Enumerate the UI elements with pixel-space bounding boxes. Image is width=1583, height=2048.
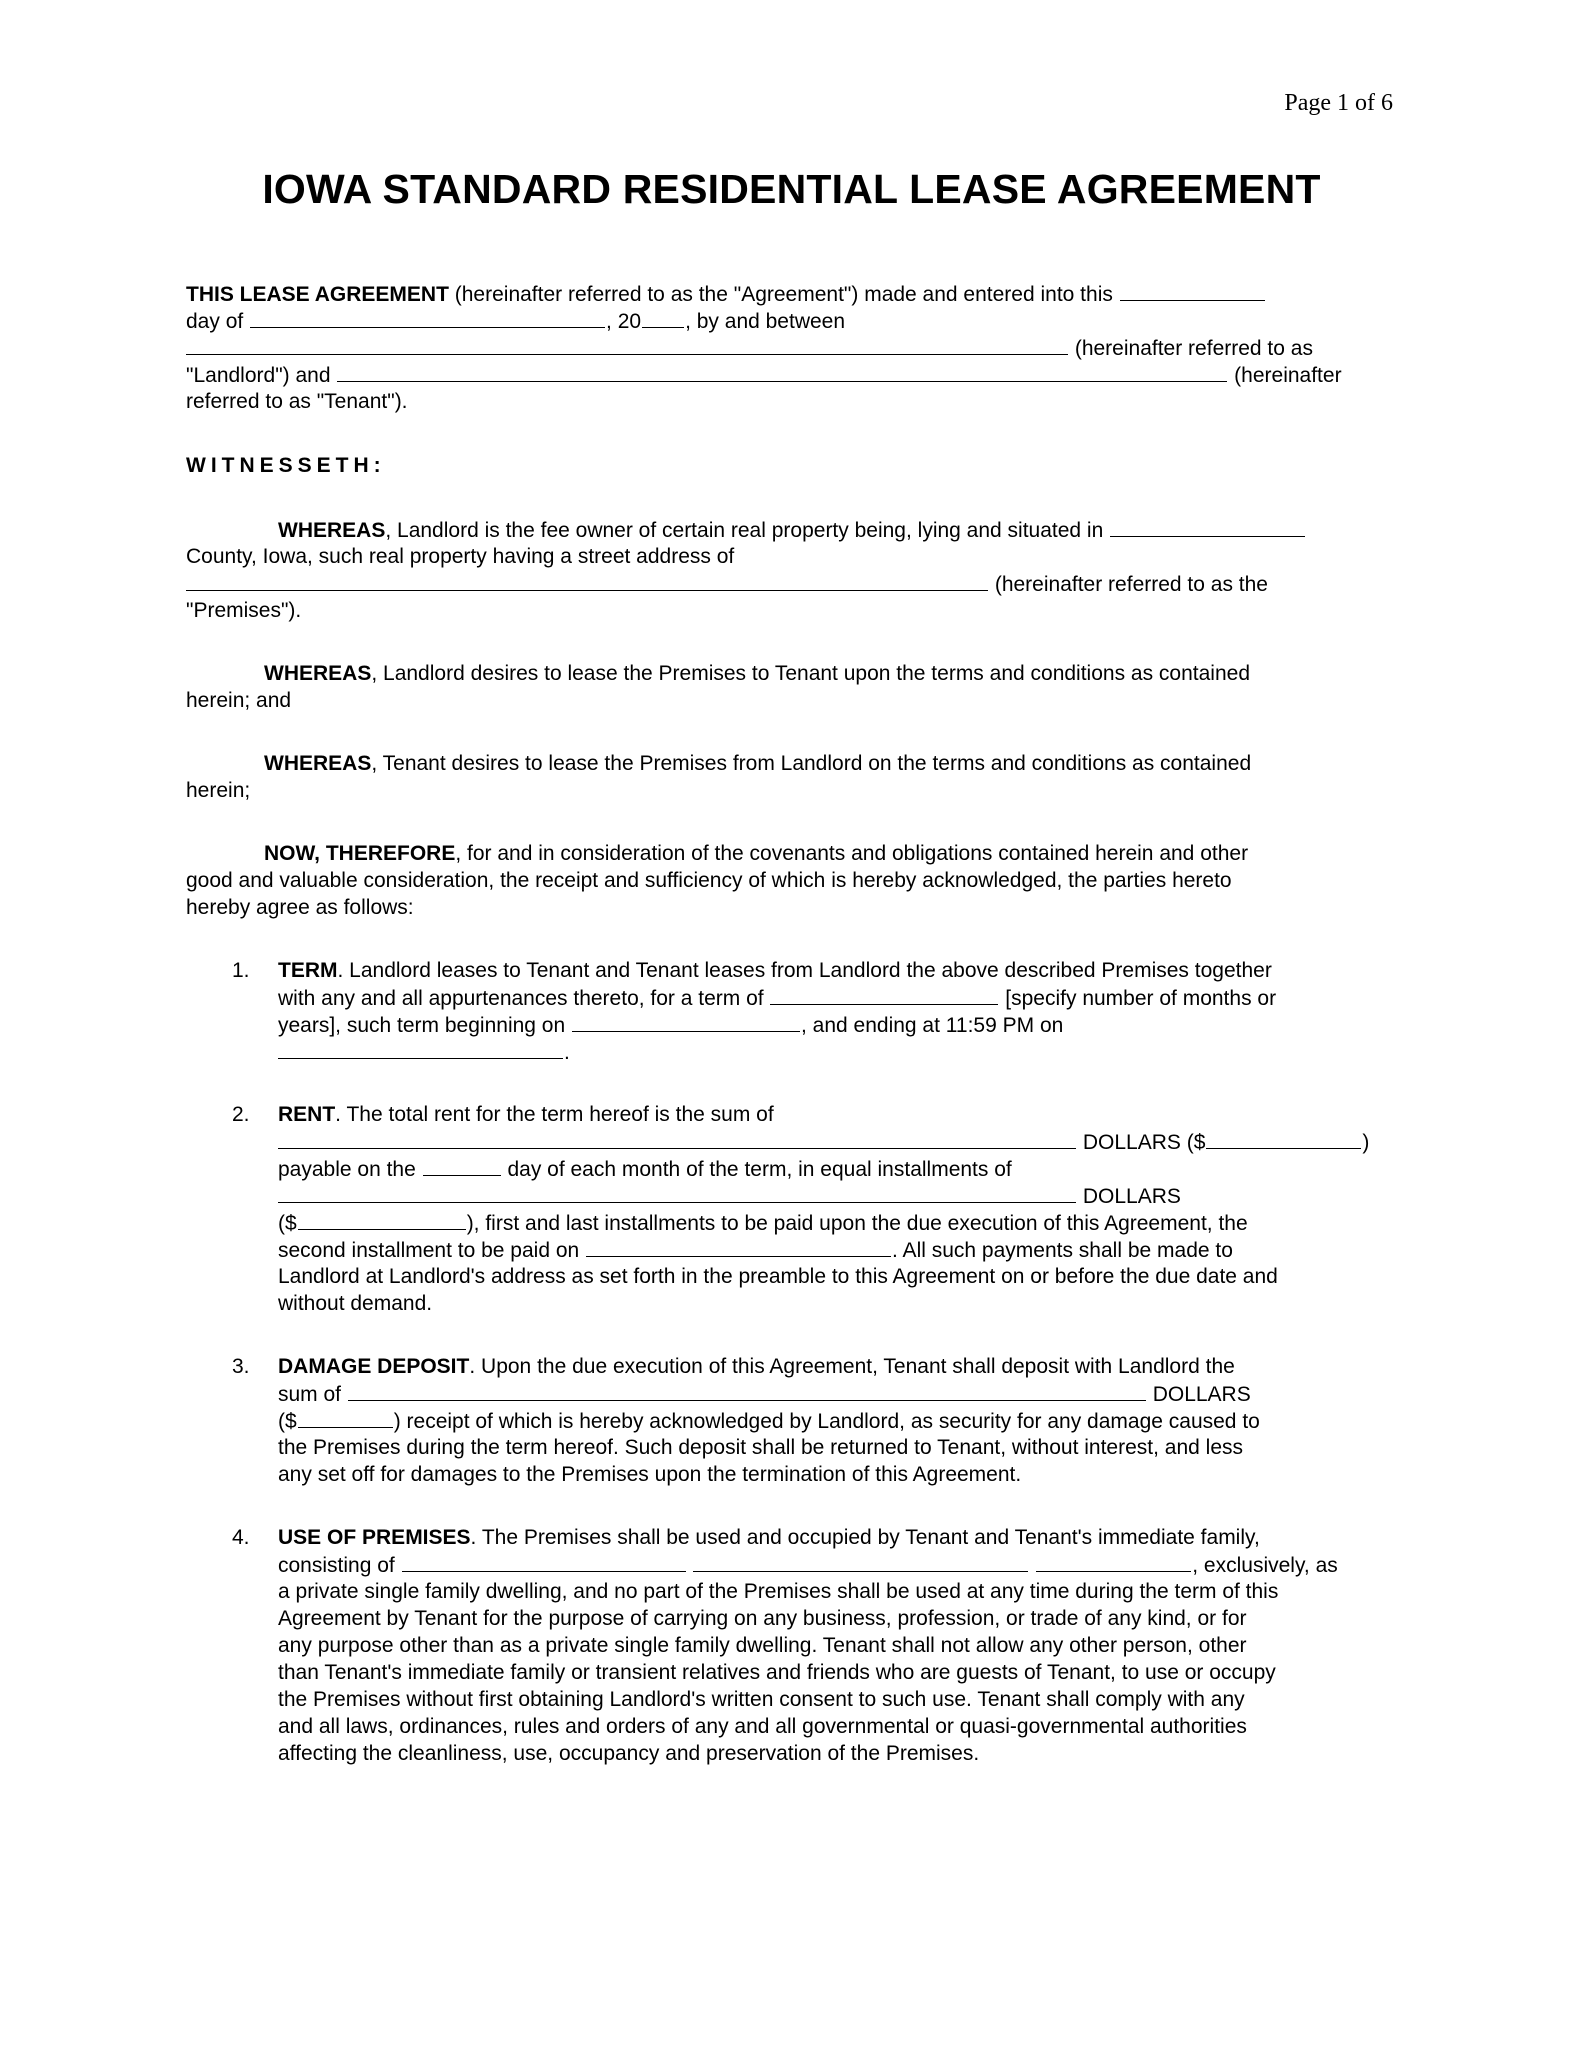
payment-day-blank[interactable]: [423, 1155, 501, 1176]
section-text: consisting of: [278, 1554, 401, 1577]
section-heading: TERM: [278, 959, 338, 982]
family-member-blank-1[interactable]: [402, 1551, 686, 1572]
section-number: 2.: [232, 1103, 250, 1126]
section-term: [186, 957, 1396, 1065]
section-text: Landlord at Landlord's address as set forth in the preamble to this Agreement on or before the due date and: [278, 1265, 1278, 1288]
section-text: [specify number of months or: [999, 987, 1277, 1010]
section-number: 1.: [232, 959, 250, 982]
section-text: . All such payments shall be made to: [892, 1239, 1233, 1262]
section-text: years], such term beginning on: [278, 1014, 571, 1037]
section-damage-deposit: [186, 1353, 1396, 1488]
whereas-text: herein;: [186, 779, 251, 802]
section-text: affecting the cleanliness, use, occupancy and preservation of the Premises.: [278, 1742, 980, 1765]
section-text: . The total rent for the term hereof is the sum of: [335, 1103, 774, 1126]
county-blank[interactable]: [1110, 516, 1305, 537]
section-text: , exclusively, as: [1192, 1554, 1338, 1577]
section-text: second installment to be paid on: [278, 1239, 586, 1262]
whereas-text: "Premises").: [186, 599, 302, 622]
second-installment-date-blank[interactable]: [586, 1236, 891, 1257]
intro-text: , by and between: [685, 310, 846, 333]
term-length-blank[interactable]: [770, 984, 998, 1005]
whereas-text: herein; and: [186, 689, 292, 712]
landlord-name-blank[interactable]: [186, 334, 1068, 355]
section-text: a private single family dwelling, and no part of the Premises shall be used at any time during the term of this: [278, 1580, 1279, 1603]
intro-text: (hereinafter referred to as the "Agreement") made and entered into this: [448, 283, 1119, 306]
page-number: Page 1 of 6: [1284, 90, 1393, 116]
whereas-paragraph-2: [186, 660, 1396, 714]
now-therefore-paragraph: [186, 840, 1396, 921]
document-title: IOWA STANDARD RESIDENTIAL LEASE AGREEMENT: [262, 166, 1321, 212]
intro-text: "Landlord") and: [186, 364, 337, 387]
section-text: any set off for damages to the Premises upon the termination of this Agreement.: [278, 1463, 1022, 1486]
section-text: DOLLARS: [1146, 1383, 1251, 1406]
section-text: . Landlord leases to Tenant and Tenant leases from Landlord the above described Premises together: [337, 959, 1272, 982]
section-use-of-premises: [186, 1524, 1396, 1767]
whereas-paragraph-1: [186, 516, 1396, 624]
whereas-text: , Landlord is the fee owner of certain real property being, lying and situated in: [385, 519, 1110, 542]
section-text: with any and all appurtenances thereto, for a term of: [278, 987, 770, 1010]
section-text: without demand.: [278, 1292, 433, 1315]
section-text: day of each month of the term, in equal installments of: [501, 1158, 1012, 1181]
section-text: ) receipt of which is hereby acknowledged by Landlord, as security for any damage caused to: [393, 1410, 1260, 1433]
section-heading: USE OF PREMISES: [278, 1526, 471, 1549]
section-rent: [186, 1101, 1396, 1317]
intro-text: , 20: [606, 310, 642, 333]
paragraph-text: hereby agree as follows:: [186, 896, 414, 919]
whereas-text: (hereinafter referred to as the: [989, 573, 1268, 596]
section-number: 4.: [232, 1526, 250, 1549]
section-text: payable on the: [278, 1158, 422, 1181]
intro-text: (hereinafter: [1228, 364, 1342, 387]
section-text: . Upon the due execution of this Agreement, Tenant shall deposit with Landlord the: [469, 1355, 1235, 1378]
section-text: DOLLARS ($: [1077, 1131, 1206, 1154]
document-body: [186, 280, 1396, 1767]
section-text: and all laws, ordinances, rules and orders of any and all governmental or quasi-governmental authorities: [278, 1715, 1247, 1738]
agreement-day-blank[interactable]: [1120, 280, 1265, 301]
section-heading: DAMAGE DEPOSIT: [278, 1355, 470, 1378]
section-text: , and ending at 11:59 PM on: [801, 1014, 1064, 1037]
now-therefore-bold: NOW, THEREFORE: [264, 842, 456, 865]
section-text: the Premises during the term hereof. Such deposit shall be returned to Tenant, without interest, and less: [278, 1436, 1243, 1459]
installment-amount-blank[interactable]: [298, 1209, 466, 1230]
agreement-year-blank[interactable]: [642, 307, 684, 328]
whereas-bold: WHEREAS: [264, 752, 372, 775]
section-text: ): [1362, 1131, 1370, 1154]
intro-paragraph: [186, 280, 1396, 415]
deposit-words-blank[interactable]: [348, 1380, 1146, 1401]
whereas-bold: WHEREAS: [264, 662, 372, 685]
total-rent-words-blank[interactable]: [278, 1128, 1076, 1149]
intro-text: day of: [186, 310, 250, 333]
section-text: sum of: [278, 1383, 347, 1406]
section-text: DOLLARS: [1077, 1185, 1181, 1208]
section-number: 3.: [232, 1355, 250, 1378]
whereas-text: , Tenant desires to lease the Premises from Landlord on the terms and conditions as contained: [371, 752, 1252, 775]
section-text: Agreement by Tenant for the purpose of carrying on any business, profession, or trade of any kind, or for: [278, 1607, 1247, 1630]
family-member-blank-3[interactable]: [1036, 1551, 1191, 1572]
term-end-blank[interactable]: [278, 1038, 563, 1059]
section-text: ($: [278, 1410, 297, 1433]
witnesseth-heading: WITNESSETH:: [186, 454, 386, 477]
whereas-text: County, Iowa, such real property having a street address of: [186, 545, 735, 568]
family-member-blank-2[interactable]: [693, 1551, 1028, 1572]
term-start-blank[interactable]: [572, 1011, 800, 1032]
street-address-blank[interactable]: [186, 570, 988, 591]
section-heading: RENT: [278, 1103, 336, 1126]
tenant-name-blank[interactable]: [337, 361, 1227, 382]
paragraph-text: , for and in consideration of the covenants and obligations contained herein and other: [455, 842, 1249, 865]
paragraph-text: good and valuable consideration, the receipt and sufficiency of which is hereby acknowledged, the parties hereto: [186, 869, 1232, 892]
agreement-month-blank[interactable]: [250, 307, 605, 328]
total-rent-amount-blank[interactable]: [1206, 1128, 1361, 1149]
intro-bold: THIS LEASE AGREEMENT: [186, 283, 449, 306]
section-text: . The Premises shall be used and occupied by Tenant and Tenant's immediate family,: [470, 1526, 1260, 1549]
section-text: than Tenant's immediate family or transient relatives and friends who are guests of Tenant, to use or occupy: [278, 1661, 1276, 1684]
section-text: ($: [278, 1212, 297, 1235]
whereas-text: , Landlord desires to lease the Premises to Tenant upon the terms and conditions as contained: [371, 662, 1251, 685]
section-text: ), first and last installments to be paid upon the due execution of this Agreement, the: [466, 1212, 1248, 1235]
whereas-bold: WHEREAS: [278, 519, 386, 542]
intro-text: (hereinafter referred to as: [1069, 337, 1313, 360]
whereas-paragraph-3: [186, 750, 1396, 804]
intro-text: referred to as "Tenant").: [186, 390, 408, 413]
installment-words-blank[interactable]: [278, 1182, 1076, 1203]
section-text: any purpose other than as a private single family dwelling. Tenant shall not allow any other person, other: [278, 1634, 1247, 1657]
deposit-amount-blank[interactable]: [298, 1407, 393, 1428]
section-text: .: [564, 1041, 570, 1064]
section-text: the Premises without first obtaining Landlord's written consent to such use. Tenant shall comply with any: [278, 1688, 1245, 1711]
